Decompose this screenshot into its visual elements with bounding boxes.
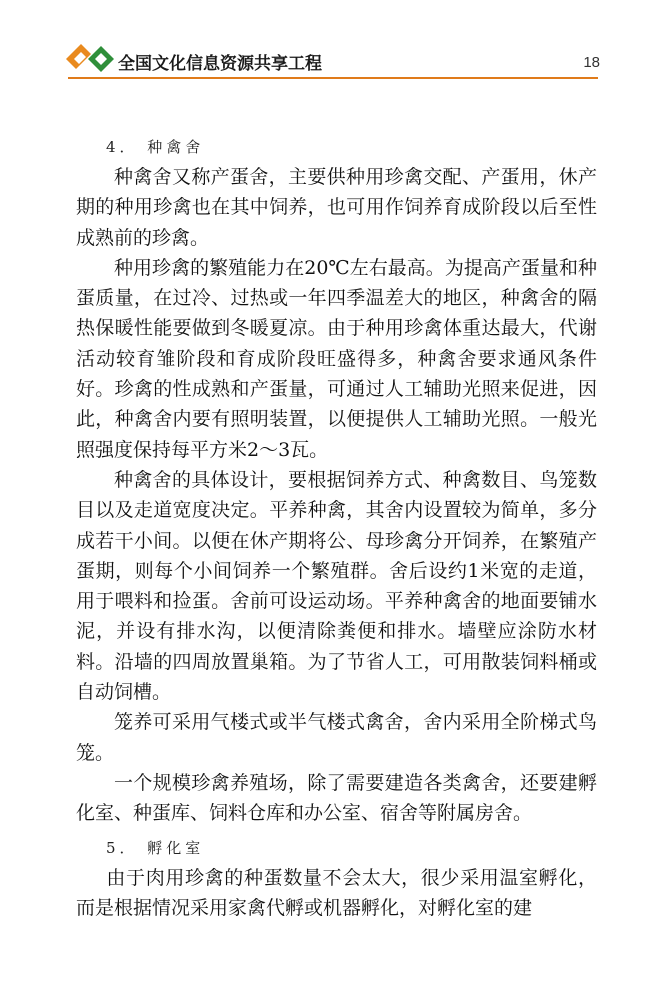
paragraph: 种禽舍的具体设计，要根据饲养方式、种禽数目、鸟笼数目以及走道宽度决定。平养种禽，其舍内设置较为简单，多分成若干小间。以便在休产期将公、母珍禽分开饲养，在繁殖产蛋期，则每个小间饲养一个繁殖群。舍后设约1米宽的走道，用于喂料和捡蛋。舍前可设运动场。平养种禽舍的地面要铺水泥，并设有排水沟，以便清除粪便和排水。墙壁应涂防水材料。沿墙的四周放置巢箱。为了节省人工，可用散装饲料桶或自动饲槽。 <box>76 468 597 704</box>
paragraph: 笼养可采用气楼式或半气楼式禽舍，舍内采用全阶梯式鸟笼。 <box>76 711 597 764</box>
brand-title: 全国文化信息资源共享工程 <box>118 54 322 74</box>
paragraph: 种用珍禽的繁殖能力在20℃左右最高。为提高产蛋量和种蛋质量，在过冷、过热或一年四季温差大的地区，种禽舍的隔热保暖性能要做到冬暖夏凉。由于种用珍禽体重达最大，代谢活动较育雏阶段和育成阶段旺盛得多，种禽舍要求通风条件好。珍禽的性成熟和产蛋量，可通过人工辅助光照来促进，因此，种禽舍内要有照明装置，以便提供人工辅助光照。一般光照强度保持每平方米2～3瓦。 <box>76 256 597 461</box>
page-number: 18 <box>583 54 600 71</box>
paragraph: 一个规模珍禽养殖场，除了需要建造各类禽舍，还要建孵化室、种蛋库、饲料仓库和办公室、宿舍等附属房舍。 <box>76 771 597 825</box>
paragraph: 由于肉用珍禽的种蛋数量不会太大，很少采用温室孵化，而是根据情况采用家禽代孵或机器孵化，对孵化室的建 <box>76 866 597 919</box>
page-content <box>76 132 597 923</box>
header-rule <box>68 77 598 79</box>
section-heading-hatchery: 5． 孵化室 <box>106 838 205 857</box>
section-heading-breeding-house: 4． 种禽舍 <box>106 138 205 156</box>
page-header <box>0 0 646 80</box>
paragraph: 种禽舍又称产蛋舍，主要供种用珍禽交配、产蛋用，休产期的种用珍禽也在其中饲养，也可用作饲养育成阶段以后至性成熟前的珍禽。 <box>76 166 597 249</box>
logo-icon <box>64 42 116 76</box>
